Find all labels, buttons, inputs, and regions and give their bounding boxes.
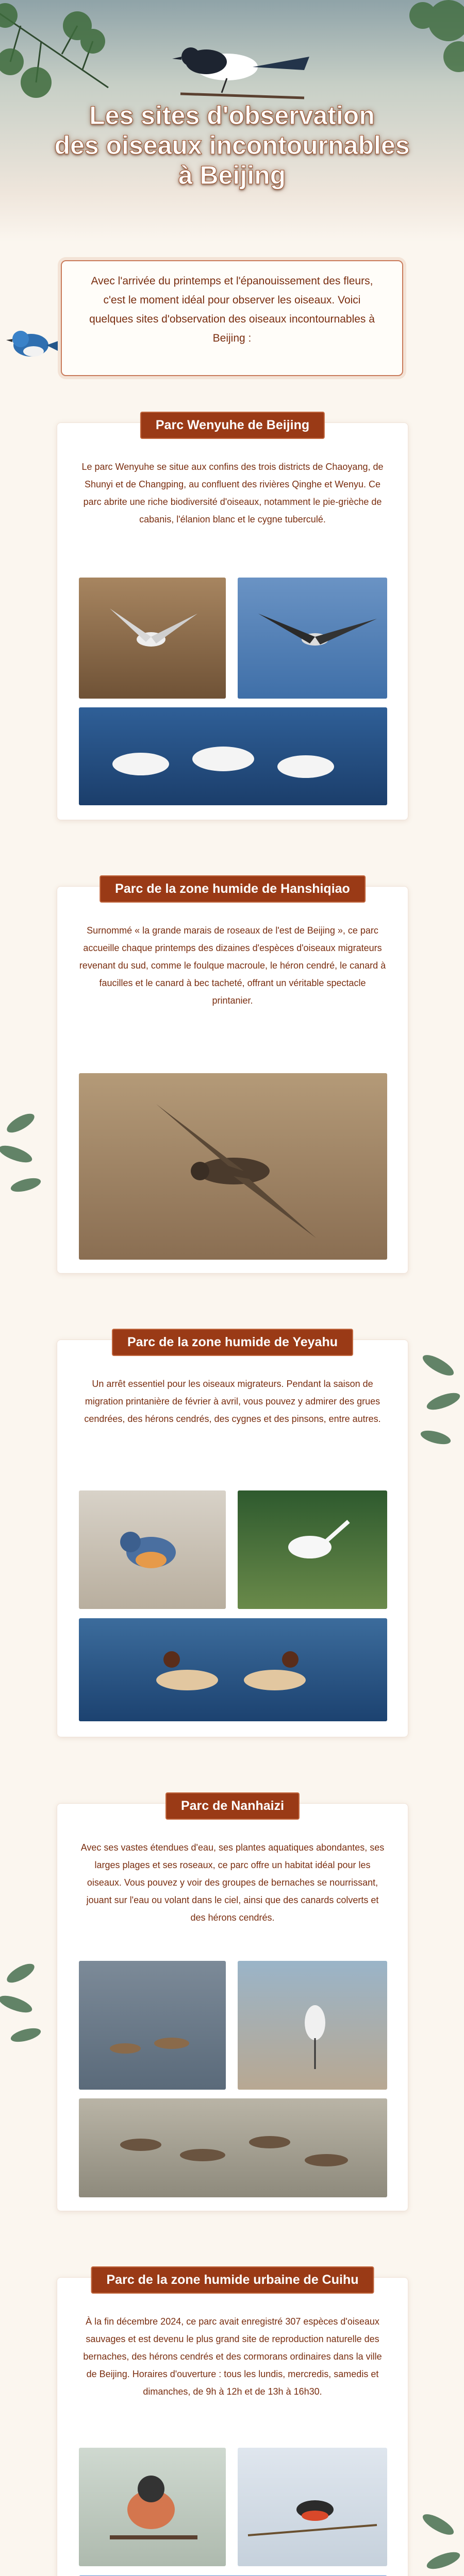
section-title: Parc de la zone humide urbaine de Cuihu [91, 2266, 374, 2294]
photo-duck-flight [79, 1073, 387, 1260]
section-title: Parc Wenyuhe de Beijing [140, 412, 325, 439]
photo-grebes [79, 1618, 387, 1721]
leaf-decoration [407, 2499, 464, 2576]
photo-heron-shore [238, 1961, 387, 2090]
pine-branch-decoration [361, 0, 464, 113]
section-card-yeyahu [57, 1335, 408, 1737]
section-title: Parc de Nanhaizi [165, 1792, 300, 1820]
photo-kite-flight [238, 578, 387, 699]
photo-geese-flock [79, 2098, 387, 2197]
title-line-2: des oiseaux incontournables [54, 131, 410, 160]
title-line-1: Les sites d'observation [89, 101, 375, 130]
title-line-3: à Beijing [178, 161, 286, 190]
section-title: Parc de la zone humide de Hanshiqiao [100, 875, 366, 903]
magpie-bird-illustration [150, 21, 314, 103]
photo-flying-kite [79, 578, 226, 699]
bluebird-illustration [5, 319, 62, 366]
section-card-nanhaizi [57, 1799, 408, 2211]
section-card-cuihu [57, 2273, 408, 2576]
photo-minivet [238, 2448, 387, 2566]
intro-text: Avec l'arrivée du printemps et l'épanouissement des fleurs, c'est le moment idéal pour observer les oiseaux. Voici quelques sites d'observation des oiseaux incontournables à Beijing : [89, 275, 375, 344]
section-card-wenyuhe [57, 418, 408, 820]
leaf-decoration [0, 1947, 52, 2061]
section-card-hanshiqiao [57, 882, 408, 1274]
header-banner [0, 0, 464, 242]
leaf-decoration [407, 1340, 464, 1463]
section-text: Surnommé « la grande marais de roseaux de l'est de Beijing », ce parc accueille chaque printemps des dizaines d'espèces d'oiseaux migrateurs revenant du sud, comme le foulque macroule, le héron cendré, le canard à faucilles et le canard à bec tacheté, offrant un véritable spectacle printanier. [79, 925, 386, 1006]
leaf-decoration [0, 1097, 52, 1211]
section-text: Avec ses vastes étendues d'eau, ses plantes aquatiques abondantes, ses larges plages et ses roseaux, ce parc offre un habitat idéal pour les oiseaux. Vous pouvez y voir des groupes de bernaches se nourrissant, jouant sur l'eau ou volant dans le ciel, ainsi que des canards colverts et des hérons cendrés. [80, 1842, 385, 1923]
photo-geese-water [79, 1961, 226, 2090]
section-text: Un arrêt essentiel pour les oiseaux migrateurs. Pendant la saison de migration printanière de février à avril, vous pouvez y admirer des grues cendrées, des hérons cendrés, des cygnes et des pinsons, entre autres. [84, 1379, 381, 1424]
section-text: À la fin décembre 2024, ce parc avait enregistré 307 espèces d'oiseaux sauvages et est devenu le plus grand site de reproduction naturelle des bernaches, des hérons cendrés et des cormorans ordinaires dans la ville de Beijing. Horaires d'ouverture : tous les lundis, mercredis, samedis et dimanches, de 9h à 12h et de 13h à 16h30. [83, 2316, 382, 2397]
photo-bullfinch [79, 2448, 226, 2566]
page-title [0, 100, 464, 190]
photo-bluetail [79, 1490, 226, 1609]
section-text: Le parc Wenyuhe se situe aux confins des trois districts de Chaoyang, de Shunyi et de Changping, au confluent des rivières Qinghe et Wenyu. Ce parc abrite une riche biodiversité d'oiseaux, notamment le pie-grièche de cabanis, l'élanion blanc et le cygne tuberculé. [81, 462, 384, 524]
photo-swans [79, 707, 387, 805]
section-title: Parc de la zone humide de Yeyahu [112, 1329, 353, 1356]
photo-egrets [238, 1490, 387, 1609]
intro-box [61, 260, 403, 376]
